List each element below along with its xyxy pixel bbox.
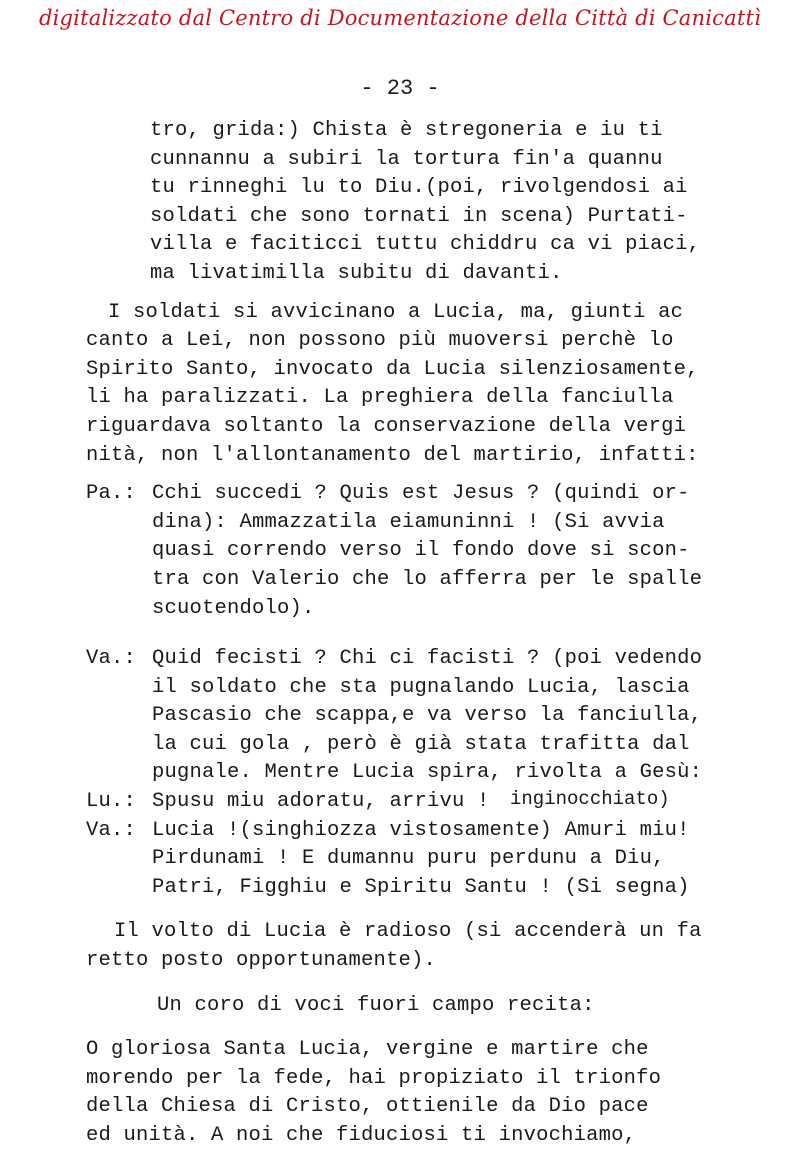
text-line: Cchi succedi ? Quis est Jesus ? (quindi or-	[152, 482, 690, 506]
narration-paragraph	[0, 918, 800, 975]
text-line: scuotendolo).	[152, 596, 315, 620]
text-line: O gloriosa Santa Lucia, vergine e martire che	[86, 1038, 649, 1062]
typescript-page	[0, 117, 800, 1151]
page-number: - 23 -	[360, 76, 440, 101]
speaker-label: Va.:	[86, 647, 137, 671]
typed-overlay-note: inginocchiato)	[510, 788, 670, 810]
text-line: tro, grida:) Chista è stregoneria e iu ti	[150, 119, 663, 142]
text-line: retto posto opportunamente).	[86, 949, 437, 973]
text-line: nità, non l'allontanamento del martirio, infatti:	[86, 443, 699, 467]
text-line: quasi correndo verso il fondo dove si scon-	[152, 539, 690, 563]
text-line: Patri, Figghiu e Spiritu Santu ! (Si segna)	[152, 875, 690, 899]
digitization-watermark: digitalizzato dal Centro di Documentazione della Città di Canicattì	[38, 6, 762, 30]
dialogue-text	[152, 480, 800, 623]
text-line: Spirito Santo, invocato da Lucia silenziosamente,	[86, 357, 699, 381]
dialogue-valerio	[0, 645, 800, 788]
text-line: Lucia !(singhiozza vistosamente) Amuri miu!	[152, 818, 690, 842]
text-line: pugnale. Mentre Lucia spira, rivolta a Gesù:	[152, 761, 703, 785]
text-line: li ha paralizzati. La preghiera della fanciulla	[86, 386, 674, 410]
dialogue-text	[152, 788, 800, 817]
text-line: cunnannu a subiri la tortura fin'a quannu	[150, 147, 663, 171]
text-line: canto a Lei, non possono più muoversi perchè lo	[86, 329, 674, 353]
dialogue-pascasio	[0, 480, 800, 623]
text-line: villa e faciticci tuttu chiddru ca vi piaci,	[150, 233, 701, 257]
text-line: tu rinneghi lu to Diu.(poi, rivolgendosi ai	[150, 176, 688, 200]
text-line: I soldati si avvicinano a Lucia, ma, giunti ac	[108, 300, 684, 324]
chorus-intro: Un coro di voci fuori campo recita:	[157, 993, 595, 1017]
text-line: tra con Valerio che lo afferra per le spalle	[152, 567, 703, 591]
speaker-label: Va.:	[86, 818, 137, 842]
text-line: della Chiesa di Cristo, ottienile da Dio pace	[86, 1095, 649, 1119]
text-line: riguardava soltanto la conservazione della vergi	[86, 414, 687, 438]
text-line: morendo per la fede, hai propiziato il trionfo	[86, 1066, 662, 1090]
speaker-label: Pa.:	[86, 482, 137, 506]
narration-paragraph	[0, 299, 800, 471]
text-line: ma livatimilla subitu di davanti.	[150, 261, 563, 285]
dialogue-valerio-second	[0, 817, 800, 903]
dialogue-text	[152, 817, 800, 903]
prayer-paragraph	[0, 1036, 800, 1150]
dialogue-text	[152, 645, 800, 788]
text-line: Pirdunami ! E dumannu puru perdunu a Diu,	[152, 847, 665, 871]
text-line: la cui gola , però è già stata trafitta dal	[152, 732, 690, 756]
text-line: Il volto di Lucia è radioso (si accenderà un fa	[114, 920, 702, 944]
text-line: Spusu miu adoratu, arrivu !	[152, 790, 490, 814]
stage-direction-block	[0, 117, 800, 289]
dialogue-lucia	[0, 788, 800, 817]
text-line: Pascasio che scappa,e va verso la fanciulla,	[152, 704, 703, 728]
text-line: soldati che sono tornati in scena) Purtati-	[150, 204, 688, 228]
speaker-label: Lu.:	[86, 790, 137, 814]
text-line: il soldato che sta pugnalando Lucia, lascia	[152, 675, 690, 699]
text-line: Quid fecisti ? Chi ci facisti ? (poi vedendo	[152, 647, 703, 671]
text-line: ed unità. A noi che fiduciosi ti invochiamo,	[86, 1124, 637, 1147]
text-line: dina): Ammazzatila eiamuninni ! (Si avvia	[152, 510, 665, 534]
